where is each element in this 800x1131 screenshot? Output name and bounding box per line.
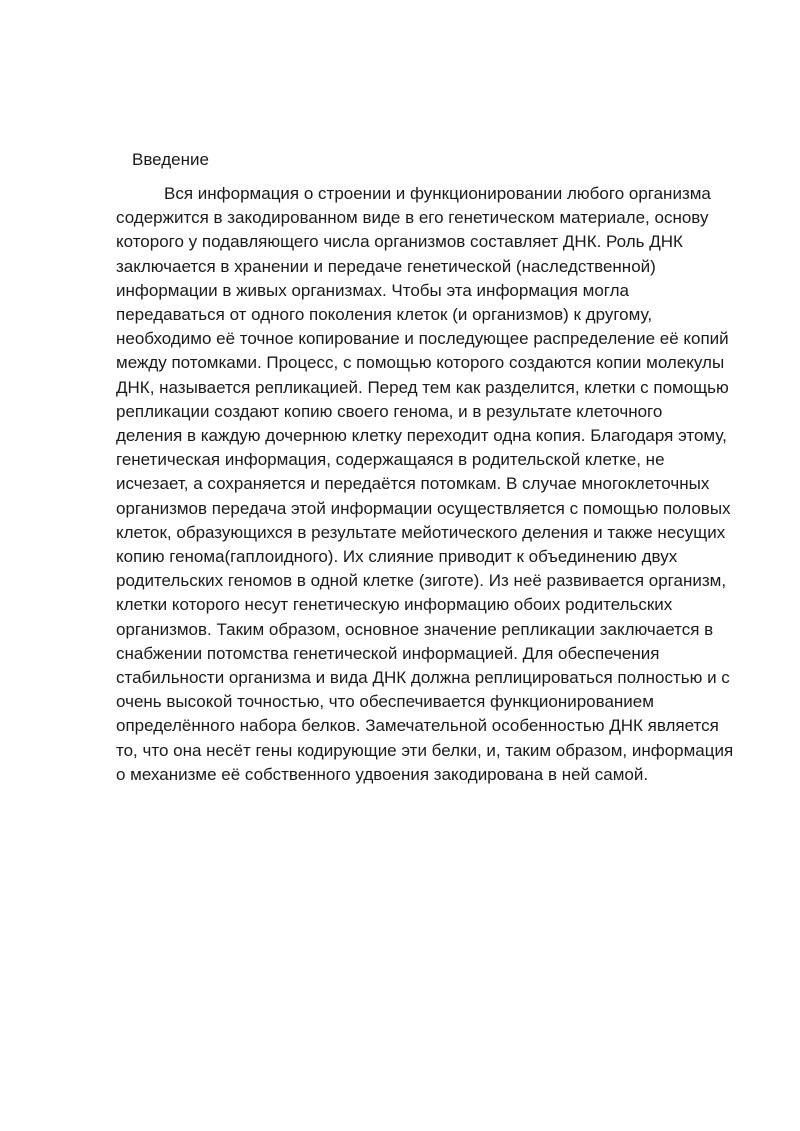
paragraph-line: между потомками. Процесс, с помощью которого создаются копии молекулы — [116, 353, 725, 373]
paragraph-line: необходимо её точное копирование и последующее распределение её копий — [116, 329, 729, 349]
paragraph-line: организмов передача этой информации осуществляется с помощью половых — [116, 498, 731, 518]
paragraph-line: копию генома(гаплоидного). Их слияние приводит к объединению двух — [116, 547, 678, 567]
paragraph-line: которого у подавляющего числа организмов составляет ДНК. Роль ДНК — [116, 232, 683, 252]
paragraph-line: Вся информация о строении и функционировании любого организма — [164, 184, 711, 203]
paragraph-line: генетическая информация, содержащаяся в родительской клетке, не — [116, 450, 665, 470]
paragraph-line: то, что она несёт гены кодирующие эти белки, и, таким образом, информация — [116, 740, 734, 760]
paragraph-line: стабильности организма и вида ДНК должна реплицироваться полностью и с — [116, 668, 730, 688]
paragraph-line: клеток, образующихся в результате мейотического деления и также несущих — [116, 522, 726, 542]
paragraph-line: клетки которого несут генетическую информацию обоих родительских — [116, 595, 673, 615]
paragraph-line: очень высокой точностью, что обеспечивается функционированием — [116, 692, 654, 712]
paragraph-line: снабжении потомства генетической информацией. Для обеспечения — [116, 643, 660, 663]
paragraph-line: определённого набора белков. Замечательной особенностью ДНК является — [116, 716, 719, 736]
paragraph-line: деления в каждую дочернюю клетку переходит одна копия. Благодаря этому, — [116, 426, 727, 446]
document-paragraph — [116, 182, 756, 787]
paragraph-line: ДНК, называется репликацией. Перед тем как разделится, клетки с помощью — [116, 377, 729, 397]
paragraph-line: организмов. Таким образом, основное значение репликации заключается в — [116, 619, 714, 639]
paragraph-line: о механизме её собственного удвоения закодирована в ней самой. — [116, 764, 649, 784]
document-heading: Введение — [132, 150, 209, 169]
paragraph-line: заключается в хранении и передаче генетической (наследственной) — [116, 256, 656, 276]
paragraph-line: передаваться от одного поколения клеток (и организмов) к другому, — [116, 305, 653, 325]
paragraph-line: содержится в закодированном виде в его генетическом материале, основу — [116, 208, 709, 228]
paragraph-line: информации в живых организмах. Чтобы эта информация могла — [116, 280, 629, 300]
paragraph-line: родительских геномов в одной клетке (зиготе). Из неё развивается организм, — [116, 571, 727, 591]
paragraph-line: исчезает, а сохраняется и передаётся потомкам. В случае многоклеточных — [116, 474, 710, 494]
paragraph-line: репликации создают копию своего генома, и в результате клеточного — [116, 401, 663, 421]
